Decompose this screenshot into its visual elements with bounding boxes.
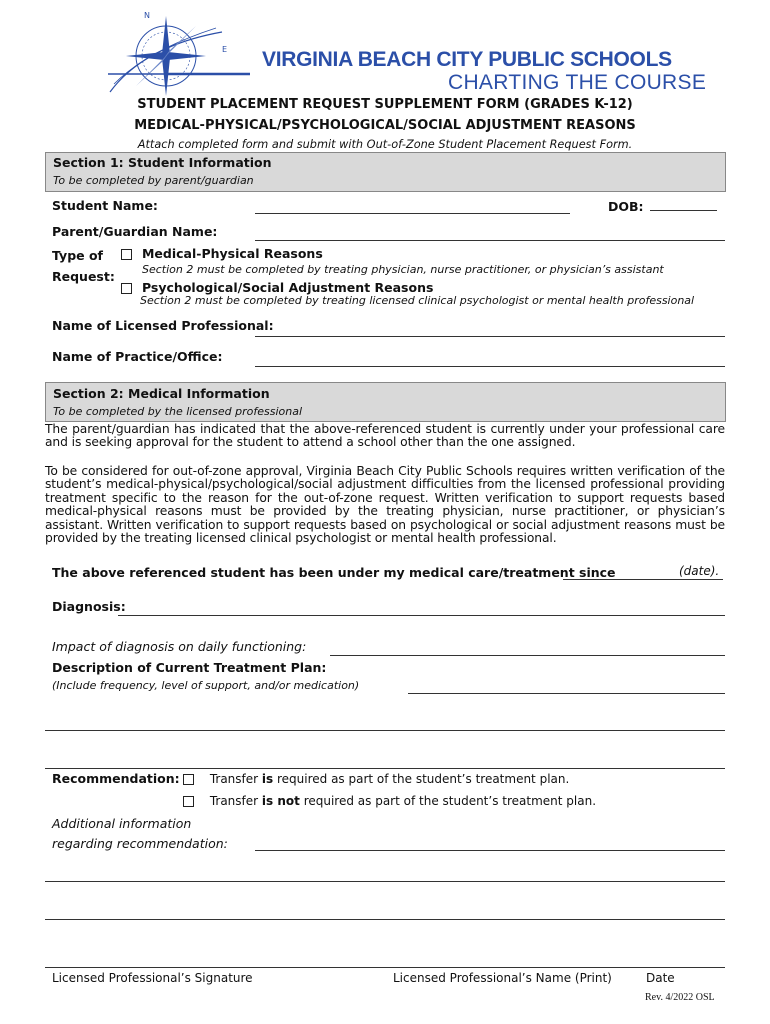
treatment-plan-field[interactable] bbox=[408, 693, 725, 694]
medical-physical-note: Section 2 must be completed by treating physician, nurse practitioner, or physician’s assistant bbox=[142, 263, 664, 276]
date-label: Date bbox=[646, 971, 675, 985]
treatment-plan-field-3[interactable] bbox=[45, 768, 725, 769]
psych-social-note: Section 2 must be completed by treating licensed clinical psychologist or mental health professional bbox=[140, 294, 695, 307]
revision-note: Rev. 4/2022 OSL bbox=[645, 992, 715, 1003]
printed-name-label: Licensed Professional’s Name (Print) bbox=[393, 971, 612, 985]
signature-label: Licensed Professional’s Signature bbox=[52, 971, 253, 985]
form-title-line2: MEDICAL-PHYSICAL/PSYCHOLOGICAL/SOCIAL ADJUSTMENT REASONS bbox=[134, 118, 636, 133]
section2-requirements-paragraph: To be considered for out-of-zone approval, Virginia Beach City Public Schools requires written verification of the student’s medical-physical/psychological/social adjustment difficulties from the licensed professional providing treatment specific to the reason for the out-of-zone request. Written verification to support requests based medical-physical reasons must be provided by the treating physician, nurse practitioner, or physician’s assistant. Written verification to support requests based on psychological or social adjustment reasons must be provided by the treating licensed clinical psychologist or mental health professional. bbox=[45, 464, 725, 546]
diagnosis-field[interactable] bbox=[118, 615, 725, 616]
org-tagline: CHARTING THE COURSE bbox=[448, 71, 707, 94]
transfer-not-required-checkbox[interactable] bbox=[183, 796, 194, 807]
diagnosis-label: Diagnosis: bbox=[52, 599, 126, 614]
transfer-required-option[interactable] bbox=[183, 772, 569, 786]
section2-subtitle: To be completed by the licensed professional bbox=[53, 405, 302, 418]
treatment-plan-note: (Include frequency, level of support, and/or medication) bbox=[52, 679, 360, 692]
parent-name-field[interactable] bbox=[255, 240, 725, 241]
treatment-plan-label: Description of Current Treatment Plan: bbox=[52, 660, 327, 675]
additional-info-field-2[interactable] bbox=[45, 881, 725, 882]
impact-field[interactable] bbox=[330, 655, 725, 656]
medical-physical-checkbox[interactable] bbox=[121, 249, 132, 260]
transfer-not-required-label: Transfer is not required as part of the student’s treatment plan. bbox=[209, 794, 597, 808]
professional-name-field[interactable] bbox=[255, 336, 725, 337]
logo bbox=[104, 6, 254, 98]
professional-name-label: Name of Licensed Professional: bbox=[52, 318, 274, 333]
additional-info-line1: Additional information bbox=[52, 816, 192, 831]
impact-label: Impact of diagnosis on daily functioning: bbox=[52, 639, 307, 654]
additional-info-label bbox=[52, 814, 228, 854]
student-name-field[interactable] bbox=[255, 213, 570, 214]
psych-social-checkbox[interactable] bbox=[121, 283, 132, 294]
psych-social-label: Psychological/Social Adjustment Reasons bbox=[141, 280, 434, 295]
care-since-date-field[interactable] bbox=[563, 579, 723, 580]
transfer-required-checkbox[interactable] bbox=[183, 774, 194, 785]
psych-social-option[interactable] bbox=[121, 280, 433, 295]
compass-e-label: E bbox=[222, 45, 228, 54]
dob-field[interactable] bbox=[650, 210, 717, 211]
compass-rose-icon bbox=[104, 6, 254, 98]
treatment-plan-field-2[interactable] bbox=[45, 730, 725, 731]
section2-header bbox=[45, 382, 726, 422]
additional-info-field-3[interactable] bbox=[45, 919, 725, 920]
care-since-label: The above referenced student has been under my medical care/treatment since bbox=[52, 565, 616, 580]
medical-physical-option[interactable] bbox=[121, 246, 323, 261]
type-of-request-label bbox=[52, 245, 115, 287]
dob-label: DOB: bbox=[608, 199, 644, 214]
form-title-line1: STUDENT PLACEMENT REQUEST SUPPLEMENT FORM (GRADES K-12) bbox=[137, 97, 633, 112]
additional-info-line2: regarding recommendation: bbox=[52, 836, 228, 851]
date-suffix: (date). bbox=[679, 564, 720, 578]
additional-info-field[interactable] bbox=[255, 850, 725, 851]
student-name-label: Student Name: bbox=[52, 198, 158, 213]
section2-intro-paragraph: The parent/guardian has indicated that the above-referenced student is currently under your professional care and is seeking approval for the student to attend a school other than the one assigned. bbox=[45, 422, 725, 450]
section1-subtitle: To be completed by parent/guardian bbox=[53, 174, 254, 187]
recommendation-label: Recommendation: bbox=[52, 771, 180, 786]
attach-note: Attach completed form and submit with Out-of-Zone Student Placement Request Form. bbox=[137, 138, 633, 151]
compass-n-label: N bbox=[144, 11, 150, 20]
practice-name-field[interactable] bbox=[255, 366, 725, 367]
section2-title: Section 2: Medical Information bbox=[53, 386, 270, 401]
parent-name-label: Parent/Guardian Name: bbox=[52, 224, 218, 239]
medical-physical-label: Medical-Physical Reasons bbox=[141, 246, 323, 261]
transfer-not-required-option[interactable] bbox=[183, 794, 596, 808]
practice-name-label: Name of Practice/Office: bbox=[52, 349, 223, 364]
transfer-required-label: Transfer is required as part of the student’s treatment plan. bbox=[209, 772, 570, 786]
signature-line[interactable] bbox=[45, 967, 725, 968]
section1-title: Section 1: Student Information bbox=[53, 155, 272, 170]
type-label-line2: Request: bbox=[52, 269, 115, 284]
section1-header bbox=[45, 152, 726, 192]
org-name: VIRGINIA BEACH CITY PUBLIC SCHOOLS bbox=[262, 48, 672, 71]
type-label-line1: Type of bbox=[52, 248, 103, 263]
